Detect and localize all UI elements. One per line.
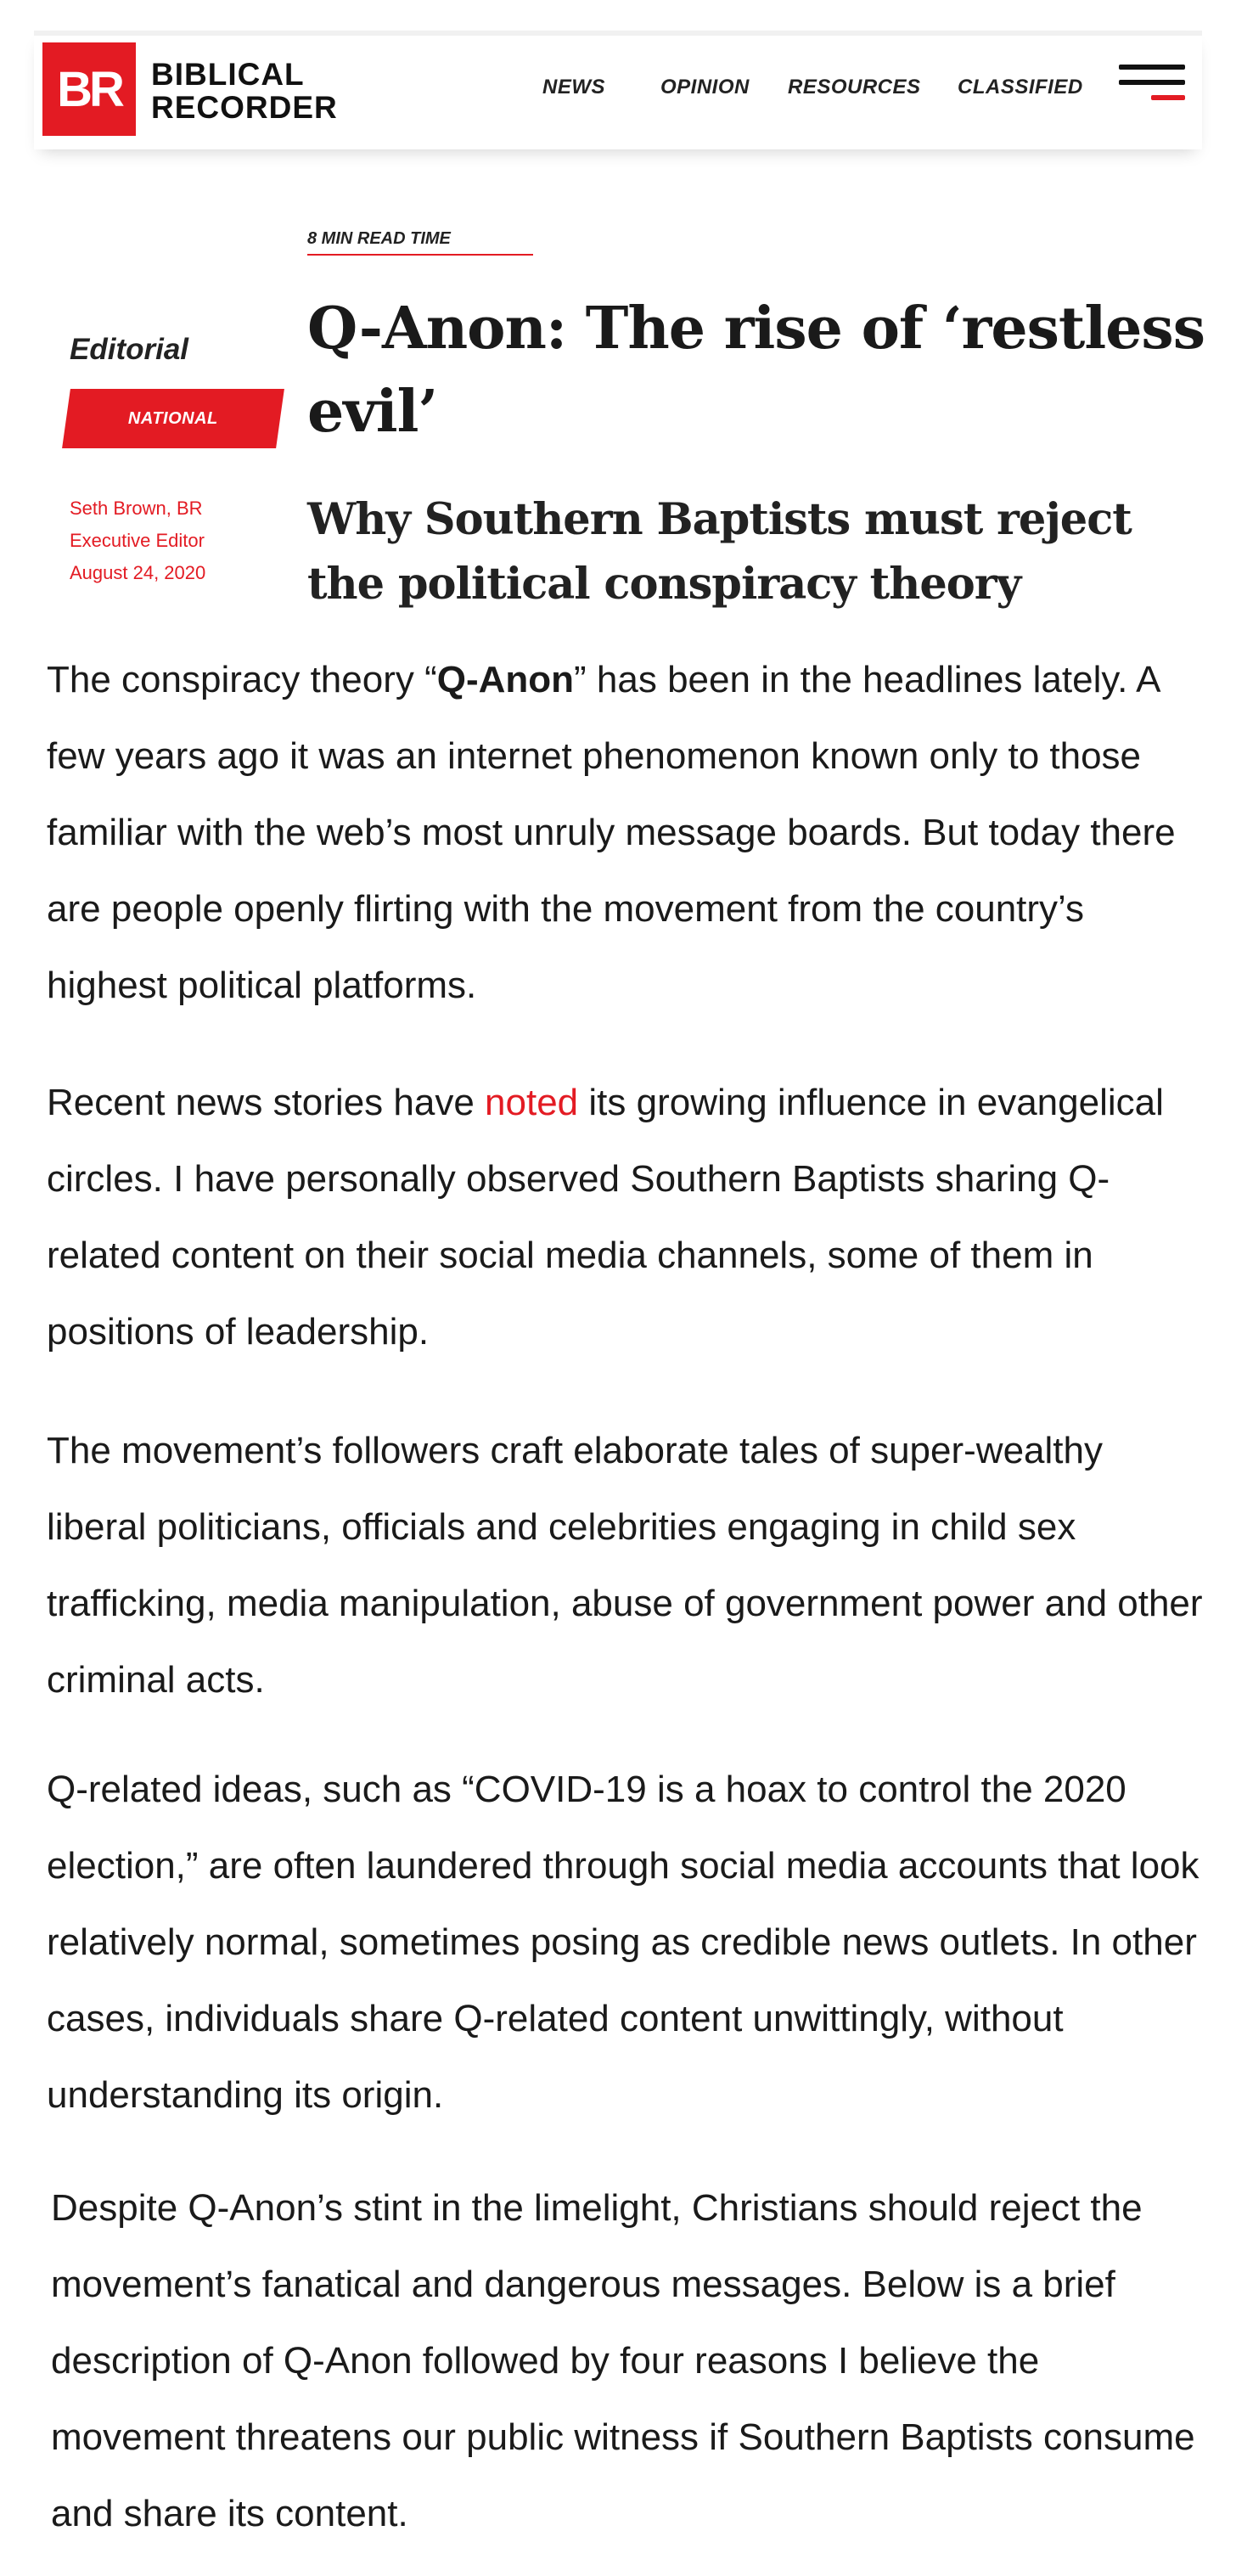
title-line-2: evil’ (307, 378, 438, 446)
hamburger-menu-icon[interactable] (1119, 65, 1188, 112)
p2-text-end: its growing influence in evangelical circles. I have personally observed Southern Baptists sharing Q-related content on their social media channels, some of them in positions of leadership. (47, 1082, 1164, 1353)
p2-text-start: Recent news stories have (47, 1082, 486, 1123)
main-nav (34, 76, 1202, 110)
p5-text: Despite Q-Anon’s stint in the limelight, Christians should reject the movement’s fanatical and dangerous messages. Below is a brief description of Q-Anon followed by four reasons I believe the movement threatens our public witness if Southern Baptists consume and share its content. (51, 2187, 1195, 2534)
paragraph-4 (47, 1752, 1210, 2134)
column-type: Editorial (70, 333, 189, 366)
paragraph-5 (51, 2170, 1205, 2552)
article-meta (70, 492, 205, 589)
nav-news[interactable]: NEWS (542, 76, 605, 98)
p3-text: The movement’s followers craft elaborate tales of super-wealthy liberal politicians, officials and celebrities engaging in child sex trafficking, media manipulation, abuse of government power and other criminal acts. (47, 1430, 1203, 1701)
logo-line-2: RECORDER (151, 90, 338, 125)
title-line-1: Q-Anon: The rise of ‘restless (307, 295, 1205, 363)
category-badge-label: NATIONAL (128, 408, 218, 428)
nav-opinion[interactable]: OPINION (660, 76, 750, 98)
read-time: 8 MIN READ TIME (307, 229, 533, 256)
nav-classified[interactable]: CLASSIFIED (958, 76, 1083, 98)
nav-resources[interactable]: RESOURCES (788, 76, 921, 98)
p1-text-start: The conspiracy theory “ (47, 659, 437, 700)
author-title: Executive Editor (70, 530, 205, 551)
q-anon-bold: Q-Anon (436, 659, 575, 700)
subtitle-line-1: Why Southern Baptists must reject (307, 494, 1132, 545)
paragraph-3 (47, 1413, 1210, 1718)
category-badge[interactable] (62, 389, 284, 448)
publish-date: August 24, 2020 (70, 562, 206, 583)
site-header (34, 31, 1202, 149)
p4-text: Q-related ideas, such as “COVID-19 is a hoax to control the 2020 election,” are often laundered through social media accounts that look relatively normal, sometimes posing as credible news outlets. In other cases, individuals share Q-related content unwittingly, without understanding its origin. (47, 1769, 1199, 2116)
noted-link[interactable]: noted (485, 1082, 579, 1123)
paragraph-2 (47, 1065, 1210, 1370)
p1-text-end: ” has been in the headlines lately. A few years ago it was an internet phenomenon known only to those familiar with the web’s most unruly message boards. But today there are people openly flirting with the movement from the country’s highest political platforms. (47, 659, 1176, 1006)
logo-line-1: BIBLICAL (151, 57, 305, 92)
logo-mark[interactable]: BR (42, 42, 136, 136)
article-subtitle (307, 487, 1207, 616)
author-name[interactable]: Seth Brown, BR (70, 498, 203, 519)
paragraph-1 (47, 642, 1210, 1024)
subtitle-line-2: the political conspiracy theory (307, 559, 1021, 610)
article-title (307, 287, 1207, 453)
